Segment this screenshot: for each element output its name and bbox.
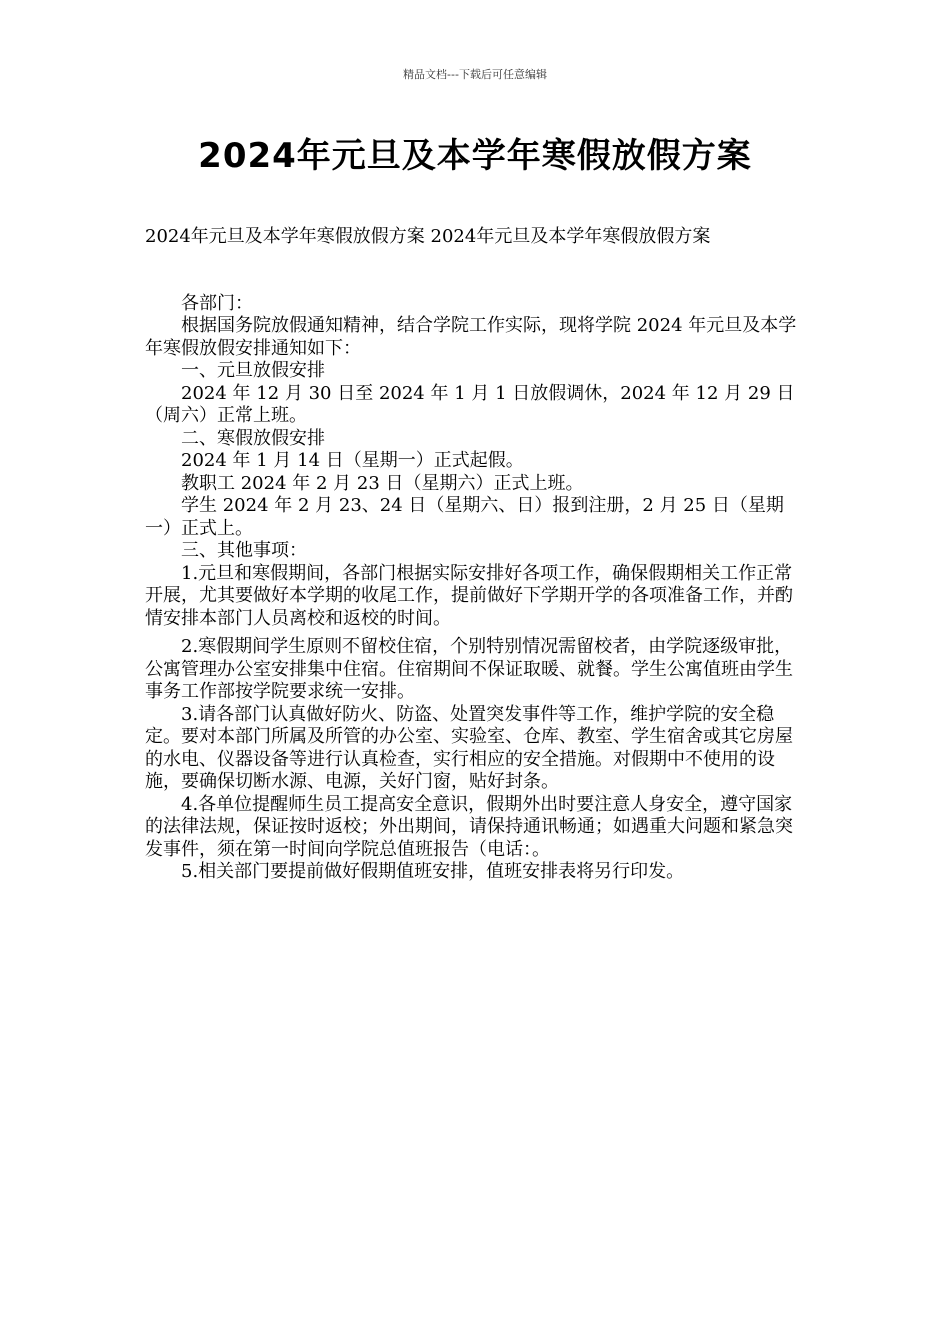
- item-3: 3.请各部门认真做好防火、防盗、处置突发事件等工作，维护学院的安全稳定。要对本部门所属及所管的办公室、实验室、仓库、教室、学生宿舍或其它房屋的水电、仪器设备等进行认真检查，实行相应的安全措施。对假期中不使用的设施，要确保切断水源、电源，关好门窗，贴好封条。: [145, 703, 793, 792]
- paragraph-newyear: 2024 年 12 月 30 日至 2024 年 1 月 1 日放假调休，2024 年 12 月 29 日（周六）正常上班。: [145, 382, 795, 426]
- section-heading-2: 二、寒假放假安排: [181, 427, 325, 449]
- paragraph-staff-return: 教职工 2024 年 2 月 23 日（星期六）正式上班。: [181, 472, 584, 494]
- section-heading-3: 三、其他事项：: [181, 540, 307, 561]
- item-1: 1.元旦和寒假期间，各部门根据实际安排好各项工作，确保假期相关工作正常开展，尤其要做好本学期的收尾工作，提前做好下学期开学的各项准备工作，并酌情安排本部门人员离校和返校的时间。: [145, 562, 793, 629]
- paragraph-student-return: 学生 2024 年 2 月 23、24 日（星期六、日）报到注册，2 月 25 日（星期一）正式上。: [145, 495, 784, 539]
- item-2: 2.寒假期间学生原则不留校住宿，个别特别情况需留校者，由学院逐级审批，公寓管理办公室安排集中住宿。住宿期间不保证取暖、就餐。学生公寓值班由学生事务工作部按学院要求统一安排。: [145, 636, 793, 702]
- section-heading-1: 一、元旦放假安排: [181, 360, 325, 381]
- subtitle-line: 2024年元旦及本学年寒假放假方案 2024年元旦及本学年寒假放假方案: [145, 226, 711, 247]
- paragraph-winter-start: 2024 年 1 月 14 日（星期一）正式起假。: [181, 450, 524, 471]
- document-body: [145, 226, 810, 884]
- item-4: 4.各单位提醒师生员工提高安全意识，假期外出时要注意人身安全，遵守国家的法律法规，保证按时返校；外出期间，请保持通讯畅通；如遇重大问题和紧急突发事件，须在第一时间向学院总值班报告（电话：。: [145, 793, 793, 860]
- paragraph-intro: 根据国务院放假通知精神，结合学院工作实际，现将学院 2024 年元旦及本学年寒假放假安排通知如下：: [145, 315, 797, 359]
- salutation: 各部门：: [181, 292, 253, 314]
- document-title: 2024年元旦及本学年寒假放假方案: [198, 136, 752, 176]
- item-5: 5.相关部门要提前做好假期值班安排，值班安排表将另行印发。: [181, 861, 685, 882]
- header-note: 精品文档---下载后可任意编辑: [403, 68, 547, 81]
